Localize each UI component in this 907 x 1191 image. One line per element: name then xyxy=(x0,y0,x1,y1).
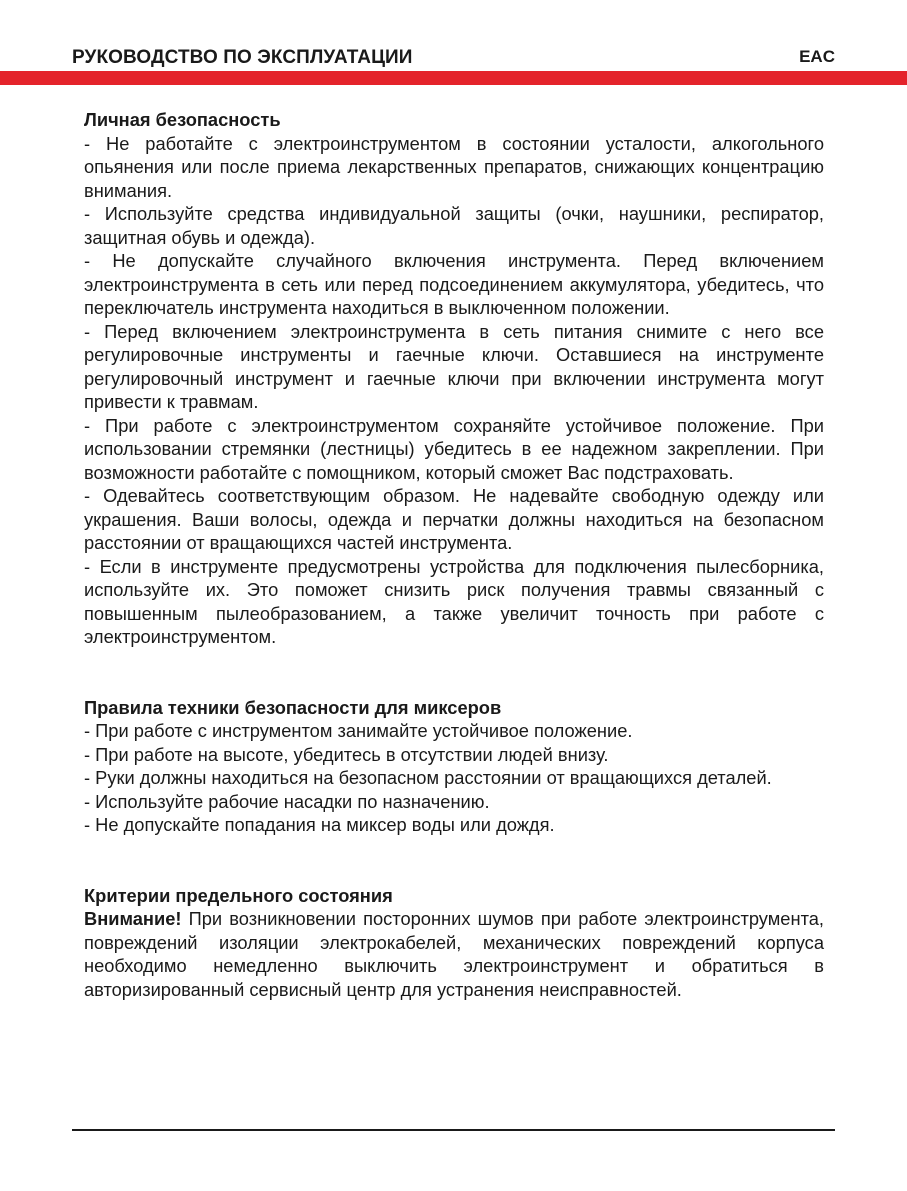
section-mixer-rules xyxy=(84,696,824,837)
section-personal-safety xyxy=(84,108,824,649)
list-item: - Руки должны находиться на безопасном расстоянии от вращающихся деталей. xyxy=(84,767,772,788)
list-item: - Перед включением электроинструмента в сеть питания снимите с него все регулировочные инструменты и гаечные ключи. Оставшиеся на инструменте регулировочный инструмент и гаечные ключи при включении инструмента могут привести к травмам. xyxy=(84,320,824,412)
list-item: - При работе на высоте, убедитесь в отсутствии людей внизу. xyxy=(84,743,609,765)
page-content xyxy=(84,108,824,1048)
list-item: - Одевайтесь соответствующим образом. Не надевайте свободную одежду или украшения. Ваши волосы, одежда и перчатки должны находиться на безопасном расстоянии от вращающихся частей инструмента. xyxy=(84,485,824,553)
footer-divider xyxy=(72,1129,835,1131)
list-item: - Не работайте с электроинструментом в состоянии усталости, алкогольного опьянения или после приема лекарственных препаратов, снижающих концентрацию внимания. xyxy=(84,132,824,201)
header-title: РУКОВОДСТВО ПО ЭКСПЛУАТАЦИИ xyxy=(72,47,413,68)
list-item: - Используйте средства индивидуальной защиты (очки, наушники, респиратор, защитная обувь и одежда). xyxy=(84,203,824,248)
eac-mark: EAC xyxy=(799,47,835,66)
section-title: Правила техники безопасности для миксеров xyxy=(84,696,502,718)
list-item: - Не допускайте попадания на миксер воды или дождя. xyxy=(84,814,555,835)
list-item: - При работе с электроинструментом сохраняйте устойчивое положение. При использовании стремянки (лестницы) убедитесь в ее надежном закреплении. При возможности работайте с помощником, который сможет Вас подстраховать. xyxy=(84,414,824,483)
list-item: - Не допускайте случайного включения инструмента. Перед включением электроинструмента в сеть или перед подсоединением аккумулятора, убедитесь, что переключатель инструмента находиться в выключенном положении. xyxy=(84,250,824,318)
header-red-bar xyxy=(0,71,907,85)
section-title: Личная безопасность xyxy=(84,109,281,130)
section-title: Критерии предельного состояния xyxy=(84,884,393,906)
warning-label: Внимание! xyxy=(84,908,182,929)
warning-text: При возникновении посторонних шумов при работе электроинструмента, повреждений изоляции электрокабелей, механических повреждений корпуса необходимо немедленно выключить электроинструмент и обратиться в авторизированный сервисный центр для устранения неисправностей. xyxy=(84,908,824,1000)
page-header xyxy=(72,47,835,71)
list-item: - При работе с инструментом занимайте устойчивое положение. xyxy=(84,720,633,741)
list-item: - Используйте рабочие насадки по назначению. xyxy=(84,790,490,812)
section-limit-state xyxy=(84,884,824,1002)
warning-paragraph xyxy=(84,907,824,1001)
list-item: - Если в инструменте предусмотрены устройства для подключения пылесборника, используйте их. Это поможет снизить риск получения травмы связанный с повышенным пылеобразованием, а также увеличит точность при работе с электроинструментом. xyxy=(84,555,824,647)
